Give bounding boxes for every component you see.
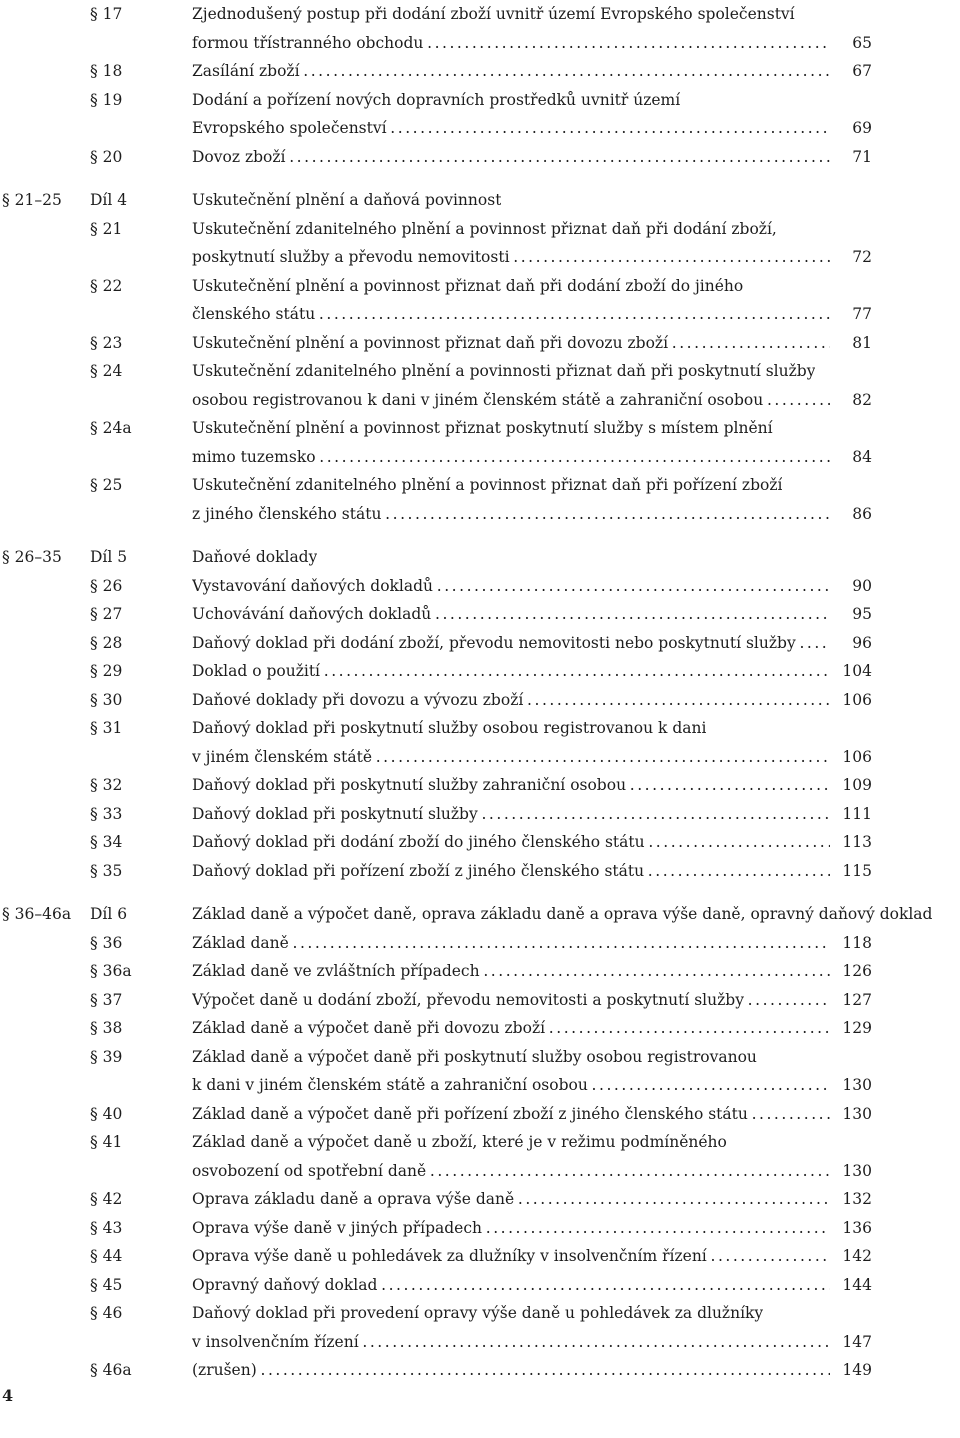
toc-entry	[0, 357, 960, 414]
toc-line	[0, 714, 960, 743]
toc-line	[0, 743, 960, 772]
toc-title: k dani v jiném členském státě a zahraniční osobou . . .	[192, 1071, 830, 1100]
toc-entry	[0, 600, 960, 629]
toc-section-number: § 36a	[90, 962, 132, 980]
toc-line	[0, 1100, 960, 1129]
toc-page-number: 77	[852, 305, 872, 323]
toc-line	[0, 243, 960, 272]
toc-title: v insolvenčním řízení . . .	[192, 1328, 830, 1357]
toc-line	[0, 1157, 960, 1186]
toc-section-number: § 31	[90, 719, 123, 737]
toc-group-range: § 26–35	[2, 548, 62, 566]
toc-title: Uskutečnění zdanitelného plnění a povinnosti přiznat daň při poskytnutí služby	[192, 362, 816, 380]
toc-entry	[0, 857, 960, 886]
toc-title: Základ daně . . .	[192, 929, 830, 958]
toc-page-number: 132	[842, 1190, 872, 1208]
toc-title: Základ daně a výpočet daně při poskytnutí služby osobou registrovanou	[192, 1047, 757, 1066]
toc-line	[0, 471, 960, 500]
toc-page-number: 67	[852, 62, 872, 80]
toc-title: Opravný daňový doklad . . .	[192, 1271, 830, 1300]
toc-entry	[0, 1356, 960, 1385]
toc-line	[0, 186, 960, 215]
toc-entry	[0, 329, 960, 358]
toc-line	[0, 86, 960, 115]
toc-line	[0, 957, 960, 986]
toc-entry	[0, 1214, 960, 1243]
toc-page-number: 106	[842, 690, 872, 709]
toc-section-number: § 24	[90, 362, 123, 380]
toc-line	[0, 386, 960, 415]
toc-line	[0, 57, 960, 86]
toc-line	[0, 1299, 960, 1328]
toc-title: Daňový doklad při poskytnutí služby . . .	[192, 800, 830, 829]
toc-page-number: 109	[842, 776, 872, 794]
toc-section-number: Díl 6	[90, 905, 128, 923]
toc-page-number: 118	[842, 933, 872, 952]
toc-entry	[0, 957, 960, 986]
toc-page-number: 71	[852, 147, 872, 166]
page-number: 4	[2, 1386, 14, 1405]
toc-title: Dodání a pořízení nových dopravních prostředků uvnitř území	[192, 90, 681, 109]
toc-page-number: 104	[842, 662, 872, 680]
toc-page-number: 84	[852, 447, 872, 466]
toc-entry	[0, 0, 960, 57]
toc-section-number: § 46	[90, 1304, 123, 1322]
toc-line	[0, 329, 960, 358]
toc-page-number: 69	[852, 119, 872, 137]
toc-line	[0, 414, 960, 443]
toc-line	[0, 1271, 960, 1300]
toc-section-number: § 28	[90, 633, 123, 652]
toc-page-number: 113	[842, 833, 872, 851]
toc-line	[0, 1214, 960, 1243]
toc-page-number: 95	[852, 605, 872, 623]
toc-line	[0, 29, 960, 58]
toc-section-number: § 41	[90, 1133, 123, 1151]
toc-title: osvobození od spotřební daně . . .	[192, 1157, 830, 1186]
toc-section-number: § 26	[90, 576, 123, 595]
toc-entry	[0, 572, 960, 601]
toc-page-number: 130	[842, 1161, 872, 1180]
toc-line	[0, 272, 960, 301]
toc-title: Uskutečnění plnění a povinnost přiznat poskytnutí služby s místem plnění	[192, 419, 773, 437]
toc-section-number: § 32	[90, 776, 123, 794]
toc-line	[0, 629, 960, 658]
toc-title: Uskutečnění plnění a povinnost přiznat daň při dovozu zboží . . .	[192, 329, 830, 358]
toc-title: Daňový doklad při dodání zboží do jiného členského státu . . .	[192, 828, 830, 857]
toc-line	[0, 686, 960, 715]
toc-section-number: § 22	[90, 276, 123, 295]
toc-title: Oprava výše daně v jiných případech . . .	[192, 1214, 830, 1243]
section-gap	[0, 171, 960, 186]
toc-title: Uskutečnění zdanitelného plnění a povinnost přiznat daň při pořízení zboží	[192, 476, 783, 494]
toc-section-number: § 40	[90, 1104, 123, 1123]
toc-line	[0, 657, 960, 686]
toc-entry	[0, 471, 960, 528]
toc-entry	[0, 1185, 960, 1214]
toc-part-heading	[0, 543, 960, 572]
toc-title: Výpočet daně u dodání zboží, převodu nemovitosti a poskytnutí služby . . .	[192, 986, 830, 1015]
toc-title: Daňový doklad při dodání zboží, převodu nemovitosti nebo poskytnutí služby . . .	[192, 629, 830, 658]
toc-title: osobou registrovanou k dani v jiném členském státě a zahraniční osobou . . .	[192, 386, 830, 415]
toc-page-number: 72	[852, 248, 872, 266]
toc-title: Zasílání zboží . . .	[192, 57, 830, 86]
toc-page-number: 149	[842, 1361, 872, 1379]
toc-title: Uskutečnění plnění a povinnost přiznat daň při dodání zboží do jiného	[192, 276, 744, 295]
toc-entry	[0, 215, 960, 272]
toc-line	[0, 771, 960, 800]
toc-section-number: § 46a	[90, 1361, 132, 1379]
toc-line	[0, 800, 960, 829]
toc-section-number: § 36	[90, 933, 123, 952]
toc-title: mimo tuzemsko . . .	[192, 443, 830, 472]
toc-line	[0, 543, 960, 572]
toc-line	[0, 1328, 960, 1357]
toc-title: (zrušen) . . .	[192, 1356, 830, 1385]
toc-page-number: 129	[842, 1019, 872, 1037]
toc-section-number: § 18	[90, 62, 123, 80]
toc-line	[0, 143, 960, 172]
toc-title: Doklad o použití . . .	[192, 657, 830, 686]
toc-entry	[0, 714, 960, 771]
toc-line	[0, 114, 960, 143]
toc-group-range: § 21–25	[2, 191, 62, 209]
toc-line	[0, 300, 960, 329]
toc-title: členského státu . . .	[192, 300, 830, 329]
toc-line	[0, 600, 960, 629]
toc-title: Základ daně a výpočet daně u zboží, které je v režimu podmíněného	[192, 1133, 727, 1151]
toc-entry	[0, 86, 960, 143]
toc-line	[0, 900, 960, 929]
toc-title: Základ daně ve zvláštních případech . . .	[192, 957, 830, 986]
toc-title: z jiného členského státu . . .	[192, 500, 830, 529]
toc-entry	[0, 771, 960, 800]
toc-section-number: § 17	[90, 5, 123, 23]
toc-title: Daňové doklady	[192, 548, 318, 566]
toc-entry	[0, 1242, 960, 1271]
toc-section-number: § 23	[90, 333, 123, 352]
toc-title: Vystavování daňových dokladů . . .	[192, 572, 830, 601]
toc-line	[0, 1185, 960, 1214]
toc-title: Daňové doklady při dovozu a vývozu zboží . . .	[192, 686, 830, 715]
toc-line	[0, 215, 960, 244]
toc-title: Oprava základu daně a oprava výše daně . . .	[192, 1185, 830, 1214]
toc-section-number: § 39	[90, 1047, 123, 1066]
toc-page-number: 82	[852, 390, 872, 409]
toc-title: Uskutečnění plnění a daňová povinnost	[192, 191, 502, 209]
toc-line	[0, 1014, 960, 1043]
toc-title: Základ daně a výpočet daně při dovozu zboží . . .	[192, 1014, 830, 1043]
toc-section-number: § 24a	[90, 419, 132, 437]
toc-entry	[0, 1043, 960, 1100]
toc-title: Oprava výše daně u pohledávek za dlužníky v insolvenčním řízení . . .	[192, 1242, 830, 1271]
toc-section-number: Díl 5	[90, 548, 128, 566]
toc-entry	[0, 629, 960, 658]
toc-title: Daňový doklad při pořízení zboží z jiného členského státu . . .	[192, 857, 830, 886]
toc-entry	[0, 57, 960, 86]
section-gap	[0, 885, 960, 900]
toc-page-number: 96	[852, 633, 872, 652]
toc-section-number: § 21	[90, 219, 123, 238]
toc-line	[0, 828, 960, 857]
toc-section-number: § 27	[90, 605, 123, 623]
toc-title: Základ daně a výpočet daně při pořízení zboží z jiného členského státu . . .	[192, 1100, 830, 1129]
toc-title: Evropského společenství . . .	[192, 114, 830, 143]
toc-section-number: § 38	[90, 1019, 123, 1037]
toc-section-number: § 33	[90, 804, 123, 823]
toc-title: Daňový doklad při poskytnutí služby zahraniční osobou . . .	[192, 771, 830, 800]
toc-line	[0, 500, 960, 529]
toc-entry	[0, 1128, 960, 1185]
toc-entry	[0, 1271, 960, 1300]
toc-title: Uskutečnění zdanitelného plnění a povinnost přiznat daň při dodání zboží,	[192, 219, 777, 238]
toc-entry	[0, 1100, 960, 1129]
toc-title: Daňový doklad při poskytnutí služby osobou registrovanou k dani	[192, 719, 707, 737]
toc-page-number: 147	[842, 1332, 872, 1351]
toc-entry	[0, 828, 960, 857]
toc-section-number: § 29	[90, 662, 123, 680]
toc-line	[0, 357, 960, 386]
toc-page-number: 130	[842, 1076, 872, 1094]
toc-part-heading	[0, 186, 960, 215]
section-gap	[0, 528, 960, 543]
toc-line	[0, 572, 960, 601]
toc-title: Základ daně a výpočet daně, oprava základu daně a oprava výše daně, opravný daňový doklad	[192, 905, 933, 923]
toc-section-number: Díl 4	[90, 191, 128, 209]
toc-title: Dovoz zboží . . .	[192, 143, 830, 172]
toc-title: v jiném členském státě . . .	[192, 743, 830, 772]
toc-page-number: 144	[842, 1275, 872, 1294]
toc-page-number: 142	[842, 1247, 872, 1265]
toc-line	[0, 1242, 960, 1271]
toc-page-number: 90	[852, 576, 872, 595]
toc-entry	[0, 1014, 960, 1043]
toc-section-number: § 44	[90, 1247, 123, 1265]
toc-line	[0, 929, 960, 958]
toc-entry	[0, 986, 960, 1015]
toc-section-number: § 20	[90, 147, 123, 166]
toc-section-number: § 19	[90, 90, 123, 109]
toc-entry	[0, 657, 960, 686]
toc-entry	[0, 143, 960, 172]
toc-page-number: 115	[842, 861, 872, 880]
toc-entry	[0, 1299, 960, 1356]
toc-section-number: § 35	[90, 861, 123, 880]
toc-line	[0, 443, 960, 472]
toc-section-number: § 45	[90, 1275, 123, 1294]
toc-line	[0, 1356, 960, 1385]
toc-page-number: 126	[842, 962, 872, 980]
toc-section-number: § 42	[90, 1190, 123, 1208]
toc-page-number: 111	[842, 804, 872, 823]
toc-page-number: 130	[842, 1104, 872, 1123]
toc-line	[0, 1128, 960, 1157]
toc-entry	[0, 686, 960, 715]
toc-page-number: 127	[842, 990, 872, 1009]
toc-title: Daňový doklad při provedení opravy výše daně u pohledávek za dlužníky	[192, 1304, 764, 1322]
toc-section-number: § 30	[90, 690, 123, 709]
toc-title: Zjednodušený postup při dodání zboží uvnitř území Evropského společenství	[192, 5, 795, 23]
toc-line	[0, 986, 960, 1015]
toc-title: Uchovávání daňových dokladů . . .	[192, 600, 830, 629]
toc-entry	[0, 272, 960, 329]
toc-part-heading	[0, 900, 960, 929]
toc-page-number: 136	[842, 1218, 872, 1237]
toc-page-number: 86	[852, 504, 872, 523]
toc-entry	[0, 929, 960, 958]
toc-entry	[0, 800, 960, 829]
toc-line	[0, 857, 960, 886]
toc-title: poskytnutí služby a převodu nemovitosti . . .	[192, 243, 830, 272]
toc-line	[0, 1071, 960, 1100]
toc-group-range: § 36–46a	[2, 905, 72, 923]
toc-line	[0, 1043, 960, 1072]
toc-line	[0, 0, 960, 29]
toc-section-number: § 43	[90, 1218, 123, 1237]
toc-entry	[0, 414, 960, 471]
toc-page-number: 81	[852, 333, 872, 352]
toc-page-number: 65	[852, 33, 872, 52]
toc-section-number: § 34	[90, 833, 123, 851]
toc-section-number: § 25	[90, 476, 123, 494]
toc-page-number: 106	[842, 747, 872, 766]
toc-title: formou třístranného obchodu . . .	[192, 29, 830, 58]
toc-section-number: § 37	[90, 990, 123, 1009]
